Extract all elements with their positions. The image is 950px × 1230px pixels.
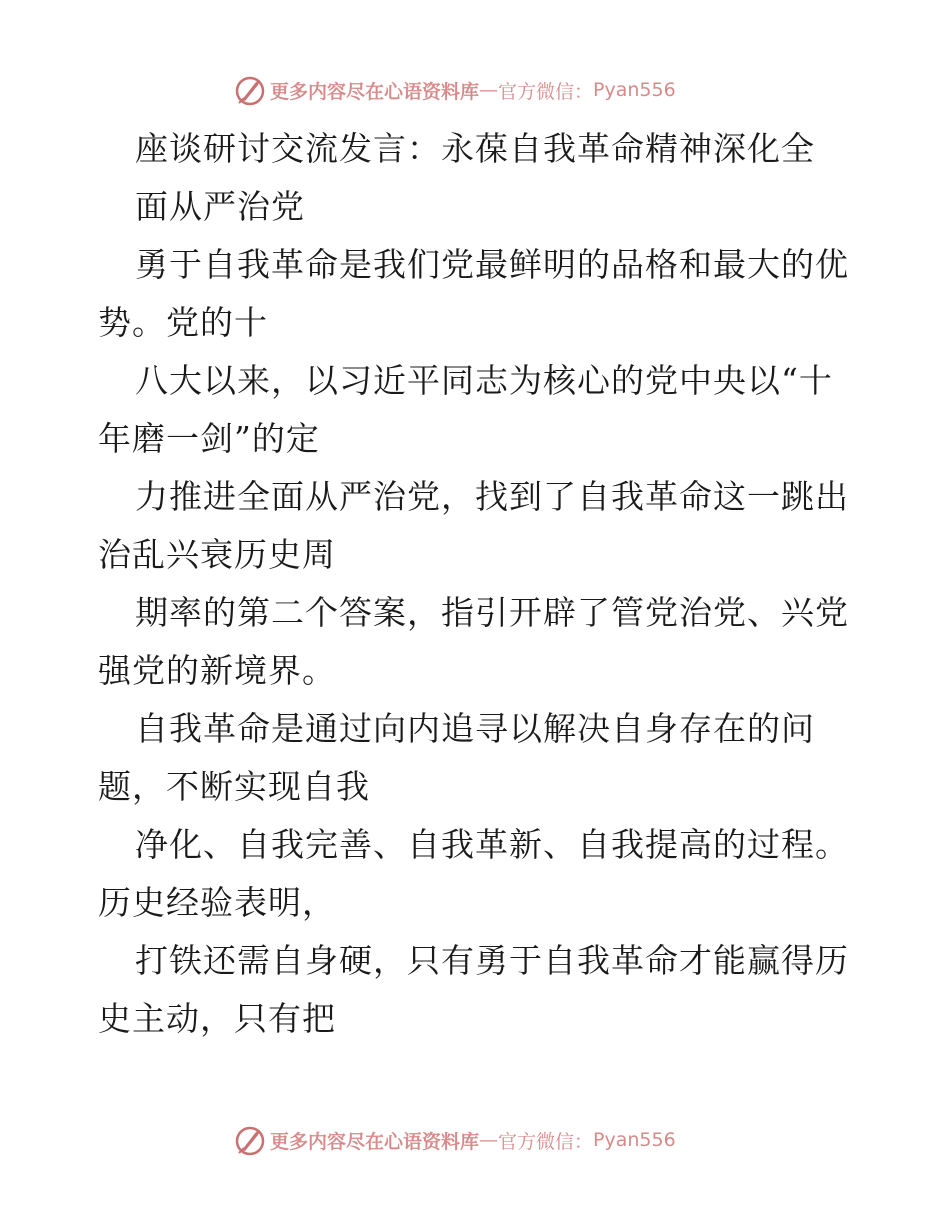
text-line: 治乱兴衰历史周 xyxy=(98,535,336,574)
quill-pen-logo-icon xyxy=(234,1124,266,1156)
text-line: 力推进全面从严治党，找到了自我革命这一跳出 xyxy=(135,477,849,516)
text-line: 期率的第二个答案，指引开辟了管党治党、兴党 xyxy=(135,593,849,632)
title-line-1: 座谈研讨交流发言：永葆自我革命精神深化全 xyxy=(135,129,815,168)
footer-watermark xyxy=(234,1123,676,1157)
text-line: 史主动，只有把 xyxy=(98,999,336,1038)
quill-pen-logo-icon xyxy=(234,74,266,106)
text-line: 题，不断实现自我 xyxy=(98,767,370,806)
watermark-dash: — xyxy=(479,1129,499,1151)
watermark-wechat-label: 官方微信： xyxy=(498,1130,594,1153)
text-line: 净化、自我完善、自我革新、自我提高的过程。 xyxy=(135,825,849,864)
watermark-site-text: 更多内容尽在心语资料库 xyxy=(270,80,480,103)
text-line: 强党的新境界。 xyxy=(98,651,336,690)
watermark-wechat-id: Pyan556 xyxy=(593,1129,676,1151)
watermark-wechat-id: Pyan556 xyxy=(593,79,676,101)
document-body xyxy=(98,120,858,1048)
text-line: 勇于自我革命是我们党最鲜明的品格和最大的优 xyxy=(135,245,849,284)
watermark-site-text: 更多内容尽在心语资料库 xyxy=(270,1130,480,1153)
title-line-2: 面从严治党 xyxy=(135,187,305,226)
watermark-dash: — xyxy=(479,79,499,101)
watermark-wechat-label: 官方微信： xyxy=(498,80,594,103)
text-line: 历史经验表明， xyxy=(98,883,336,922)
text-line: 八大以来，以习近平同志为核心的党中央以“十 xyxy=(135,361,833,400)
text-line: 势。党的十 xyxy=(98,303,268,342)
header-watermark xyxy=(234,73,676,107)
text-line: 自我革命是通过向内追寻以解决自身存在的问 xyxy=(135,709,815,748)
text-line: 打铁还需自身硬，只有勇于自我革命才能赢得历 xyxy=(135,941,849,980)
text-line: 年磨一剑”的定 xyxy=(98,419,320,458)
